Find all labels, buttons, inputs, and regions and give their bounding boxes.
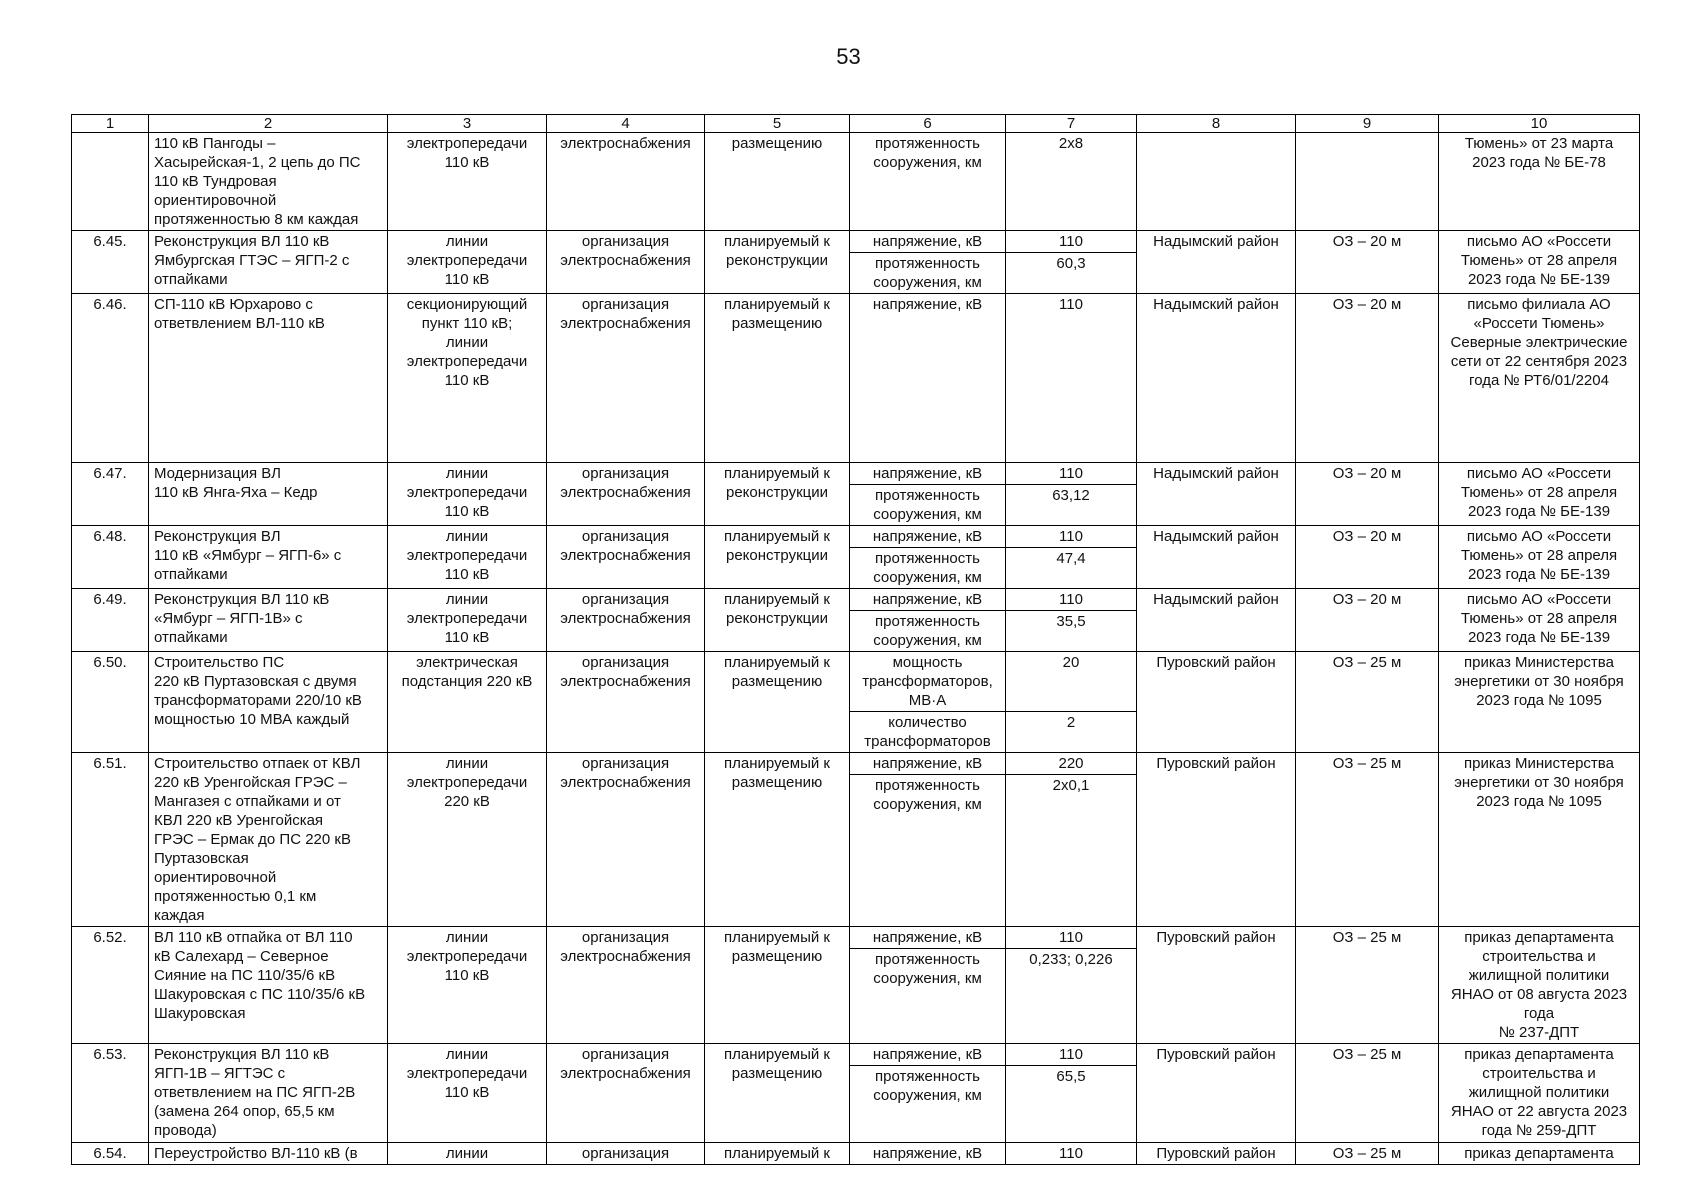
object-status: планируемый к размещению	[705, 652, 850, 753]
object-purpose: организация электроснабжения	[547, 927, 705, 1044]
source-document: приказ департамента	[1439, 1143, 1640, 1165]
parameter-value: 220	[1006, 753, 1137, 775]
source-document: приказ Министерства энергетики от 30 ноября 2023 года № 1095	[1439, 753, 1640, 927]
protection-zone	[1296, 133, 1439, 231]
column-header-5: 5	[705, 115, 850, 133]
object-type: электропередачи 110 кВ	[388, 133, 547, 231]
protection-zone: ОЗ – 20 м	[1296, 231, 1439, 294]
source-document: письмо АО «Россети Тюмень» от 28 апреля 2023 года № БЕ-139	[1439, 526, 1640, 589]
location: Надымский район	[1137, 526, 1296, 589]
object-name: Модернизация ВЛ 110 кВ Янга-Яха – Кедр	[149, 463, 388, 526]
protection-zone: ОЗ – 20 м	[1296, 463, 1439, 526]
object-type: линии электропередачи 220 кВ	[388, 753, 547, 927]
parameter-value: 60,3	[1006, 253, 1137, 294]
parameter-name: протяженность сооружения, км	[850, 775, 1006, 927]
parameter-value: 47,4	[1006, 548, 1137, 589]
row-number: 6.49.	[72, 589, 149, 652]
source-document: письмо АО «Россети Тюмень» от 28 апреля 2023 года № БЕ-139	[1439, 231, 1640, 294]
parameter-value: 110	[1006, 1143, 1137, 1165]
location: Пуровский район	[1137, 1143, 1296, 1165]
parameter-name: напряжение, кВ	[850, 753, 1006, 775]
parameter-name: протяженность сооружения, км	[850, 548, 1006, 589]
parameter-name: протяженность сооружения, км	[850, 1066, 1006, 1143]
table-row	[72, 927, 1640, 949]
row-number: 6.54.	[72, 1143, 149, 1165]
object-status: планируемый к реконструкции	[705, 463, 850, 526]
parameter-name: протяженность сооружения, км	[850, 949, 1006, 1044]
column-header-8: 8	[1137, 115, 1296, 133]
object-status: планируемый к	[705, 1143, 850, 1165]
row-number: 6.52.	[72, 927, 149, 1044]
object-status: планируемый к размещению	[705, 294, 850, 463]
row-number: 6.46.	[72, 294, 149, 463]
object-name: Строительство отпаек от КВЛ 220 кВ Уренгойская ГРЭС – Мангазея с отпайками и от КВЛ 220 кВ Уренгойская ГРЭС – Ермак до ПС 220 кВ Пуртазовская ориентировочной протяженностью 0,1 км каждая	[149, 753, 388, 927]
table-row	[72, 1143, 1640, 1165]
location	[1137, 133, 1296, 231]
parameter-value: 110	[1006, 463, 1137, 485]
object-type: электрическая подстанция 220 кВ	[388, 652, 547, 753]
parameter-value: 110	[1006, 927, 1137, 949]
column-header-3: 3	[388, 115, 547, 133]
column-header-1: 1	[72, 115, 149, 133]
object-name: Переустройство ВЛ-110 кВ (в	[149, 1143, 388, 1165]
location: Пуровский район	[1137, 652, 1296, 753]
object-purpose: организация электроснабжения	[547, 294, 705, 463]
table-row	[72, 463, 1640, 485]
object-purpose: организация электроснабжения	[547, 753, 705, 927]
parameter-name: протяженность сооружения, км	[850, 485, 1006, 526]
object-name: Реконструкция ВЛ 110 кВ Ямбургская ГТЭС – ЯГП-2 с отпайками	[149, 231, 388, 294]
parameter-value: 35,5	[1006, 611, 1137, 652]
object-name: Реконструкция ВЛ 110 кВ «Ямбург – ЯГП-6» с отпайками	[149, 526, 388, 589]
row-number: 6.47.	[72, 463, 149, 526]
table-row	[72, 753, 1640, 775]
source-document: Тюмень» от 23 марта 2023 года № БЕ-78	[1439, 133, 1640, 231]
parameter-name: протяженность сооружения, км	[850, 611, 1006, 652]
object-name: ВЛ 110 кВ отпайка от ВЛ 110 кВ Салехард – Северное Сияние на ПС 110/35/6 кВ Шакуровская с ПС 110/35/6 кВ Шакуровская	[149, 927, 388, 1044]
parameter-value: 65,5	[1006, 1066, 1137, 1143]
source-document: письмо филиала АО «Россети Тюмень» Северные электрические сети от 22 сентября 2023 года № РТ6/01/2204	[1439, 294, 1640, 463]
source-document: письмо АО «Россети Тюмень» от 28 апреля 2023 года № БЕ-139	[1439, 589, 1640, 652]
object-name: Реконструкция ВЛ 110 кВ ЯГП-1В – ЯГТЭС с ответвлением на ПС ЯГП-2В (замена 264 опор, 65,5 км провода)	[149, 1044, 388, 1143]
parameter-name: напряжение, кВ	[850, 463, 1006, 485]
protection-zone: ОЗ – 20 м	[1296, 294, 1439, 463]
object-name: 110 кВ Пангоды – Хасырейская-1, 2 цепь до ПС 110 кВ Тундровая ориентировочной протяженностью 8 км каждая	[149, 133, 388, 231]
object-purpose: организация электроснабжения	[547, 652, 705, 753]
parameter-value: 63,12	[1006, 485, 1137, 526]
table-row	[72, 1044, 1640, 1066]
source-document: приказ Министерства энергетики от 30 ноября 2023 года № 1095	[1439, 652, 1640, 753]
object-purpose: организация электроснабжения	[547, 231, 705, 294]
object-status: планируемый к размещению	[705, 1044, 850, 1143]
parameter-name: напряжение, кВ	[850, 1143, 1006, 1165]
parameter-name: напряжение, кВ	[850, 927, 1006, 949]
object-purpose: электроснабжения	[547, 133, 705, 231]
location: Надымский район	[1137, 231, 1296, 294]
object-type: линии электропередачи 110 кВ	[388, 589, 547, 652]
object-purpose: организация электроснабжения	[547, 1044, 705, 1143]
parameter-name: протяженность сооружения, км	[850, 133, 1006, 231]
parameter-value: 110	[1006, 231, 1137, 253]
parameter-value: 110	[1006, 526, 1137, 548]
objects-table	[71, 114, 1640, 1165]
parameter-name: мощность трансформаторов, МВ·А	[850, 652, 1006, 712]
parameter-value: 110	[1006, 589, 1137, 611]
parameter-name: напряжение, кВ	[850, 589, 1006, 611]
object-type: секционирующий пункт 110 кВ; линии электропередачи 110 кВ	[388, 294, 547, 463]
parameter-value: 110	[1006, 1044, 1137, 1066]
page-number: 53	[836, 44, 861, 69]
parameter-name: напряжение, кВ	[850, 294, 1006, 463]
object-type: линии электропередачи 110 кВ	[388, 231, 547, 294]
location: Пуровский район	[1137, 1044, 1296, 1143]
object-status: планируемый к размещению	[705, 753, 850, 927]
object-name: Реконструкция ВЛ 110 кВ «Ямбург – ЯГП-1В» с отпайками	[149, 589, 388, 652]
row-number: 6.50.	[72, 652, 149, 753]
object-status: размещению	[705, 133, 850, 231]
protection-zone: ОЗ – 25 м	[1296, 753, 1439, 927]
object-purpose: организация электроснабжения	[547, 589, 705, 652]
location: Пуровский район	[1137, 753, 1296, 927]
row-number: 6.48.	[72, 526, 149, 589]
parameter-value: 0,233; 0,226	[1006, 949, 1137, 1044]
object-status: планируемый к реконструкции	[705, 231, 850, 294]
table-row	[72, 294, 1640, 463]
location: Надымский район	[1137, 294, 1296, 463]
object-type: линии электропередачи 110 кВ	[388, 1044, 547, 1143]
protection-zone: ОЗ – 25 м	[1296, 927, 1439, 1044]
parameter-name: количество трансформаторов	[850, 712, 1006, 753]
parameter-value: 2х0,1	[1006, 775, 1137, 927]
row-number: 6.53.	[72, 1044, 149, 1143]
parameter-name: напряжение, кВ	[850, 231, 1006, 253]
table-row	[72, 652, 1640, 712]
object-purpose: организация электроснабжения	[547, 463, 705, 526]
location: Пуровский район	[1137, 927, 1296, 1044]
object-type: линии	[388, 1143, 547, 1165]
object-purpose: организация	[547, 1143, 705, 1165]
protection-zone: ОЗ – 25 м	[1296, 652, 1439, 753]
object-name: СП-110 кВ Юрхарово с ответвлением ВЛ-110 кВ	[149, 294, 388, 463]
table-row	[72, 231, 1640, 253]
column-header-6: 6	[850, 115, 1006, 133]
row-number: 6.45.	[72, 231, 149, 294]
parameter-name: напряжение, кВ	[850, 526, 1006, 548]
parameter-value: 2х8	[1006, 133, 1137, 231]
protection-zone: ОЗ – 25 м	[1296, 1044, 1439, 1143]
column-header-2: 2	[149, 115, 388, 133]
column-header-7: 7	[1006, 115, 1137, 133]
table-row	[72, 526, 1640, 548]
column-header-9: 9	[1296, 115, 1439, 133]
protection-zone: ОЗ – 25 м	[1296, 1143, 1439, 1165]
table-row	[72, 133, 1640, 231]
row-number: 6.51.	[72, 753, 149, 927]
object-purpose: организация электроснабжения	[547, 526, 705, 589]
protection-zone: ОЗ – 20 м	[1296, 526, 1439, 589]
parameter-value: 110	[1006, 294, 1137, 463]
table-row	[72, 589, 1640, 611]
object-type: линии электропередачи 110 кВ	[388, 927, 547, 1044]
source-document: приказ департамента строительства и жилищной политики ЯНАО от 08 августа 2023 года № 237-ДПТ	[1439, 927, 1640, 1044]
object-type: линии электропередачи 110 кВ	[388, 526, 547, 589]
row-number	[72, 133, 149, 231]
parameter-name: протяженность сооружения, км	[850, 253, 1006, 294]
protection-zone: ОЗ – 20 м	[1296, 589, 1439, 652]
parameter-value: 20	[1006, 652, 1137, 712]
column-header-10: 10	[1439, 115, 1640, 133]
parameter-value: 2	[1006, 712, 1137, 753]
header-row	[72, 115, 1640, 133]
object-status: планируемый к реконструкции	[705, 589, 850, 652]
object-name: Строительство ПС 220 кВ Пуртазовская с двумя трансформаторами 220/10 кВ мощностью 10 МВА каждый	[149, 652, 388, 753]
object-status: планируемый к реконструкции	[705, 526, 850, 589]
source-document: приказ департамента строительства и жилищной политики ЯНАО от 22 августа 2023 года № 259-ДПТ	[1439, 1044, 1640, 1143]
source-document: письмо АО «Россети Тюмень» от 28 апреля 2023 года № БЕ-139	[1439, 463, 1640, 526]
object-status: планируемый к размещению	[705, 927, 850, 1044]
column-header-4: 4	[547, 115, 705, 133]
parameter-name: напряжение, кВ	[850, 1044, 1006, 1066]
object-type: линии электропередачи 110 кВ	[388, 463, 547, 526]
location: Надымский район	[1137, 589, 1296, 652]
location: Надымский район	[1137, 463, 1296, 526]
